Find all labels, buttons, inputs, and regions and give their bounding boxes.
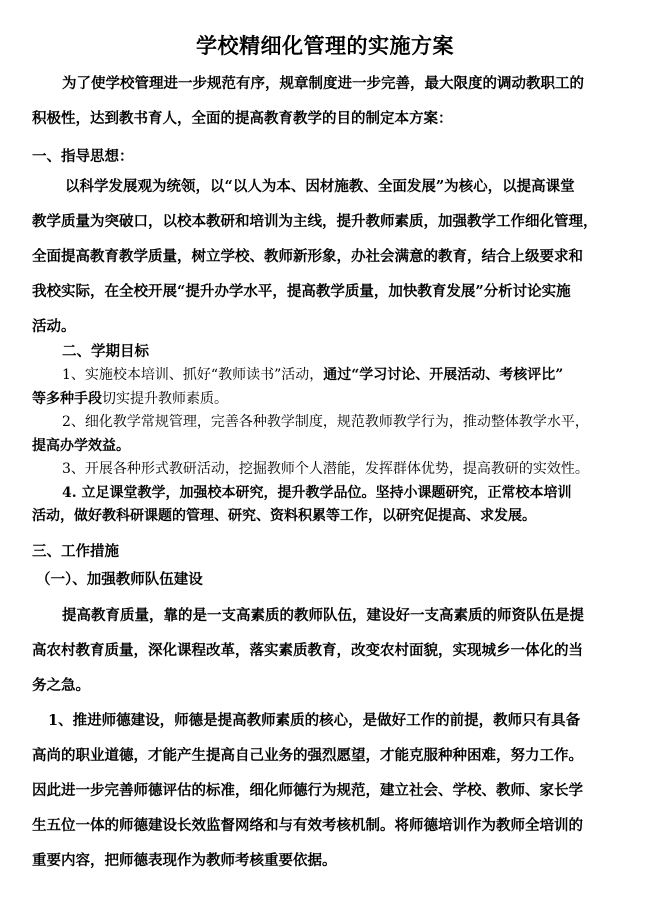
- goal-3-line-1: 3、开展各种形式教研活动，挖掘教师个人潜能，发挥群体优势，提高教研的实效性。: [62, 461, 589, 477]
- section-1-heading: 一、指导思想：: [32, 148, 134, 165]
- subsection-1-paragraph-2: [32, 703, 620, 878]
- section-1-line-4: 我校实际，在全校开展“提升办学水平，提高教学质量，加快教育发展”分析讨论实施: [32, 283, 571, 300]
- section-1-line-2: 教学质量为突破口，以校本教研和培训为主线，提升教师素质，加强教学工作细化管理，: [32, 213, 598, 230]
- goal-1-text-bold-2: 等多种手段: [32, 390, 102, 407]
- goal-1-line-2: [32, 388, 620, 412]
- section-1-line-1: 以科学发展观为统领，以“以人为本、因材施教、全面发展”为核心，以提高课堂: [65, 178, 575, 195]
- intro-paragraph: [32, 66, 620, 136]
- goal-1-text-bold: 通过“学习讨论、开展活动、考核评比”: [323, 367, 564, 383]
- goal-1-line-1: [32, 364, 620, 388]
- intro-line-2: 积极性，达到教书育人，全面的提高教育教学的目的制定本方案：: [32, 110, 453, 127]
- goal-2-line-2: 提高办学效益。: [32, 437, 130, 454]
- sub1-para2-line-4: 生五位一体的师德建设长效监督网络和与有效考核机制。将师德培训作为教师全培训的: [32, 817, 583, 834]
- section-2-goals: [32, 364, 620, 529]
- sub1-para2-line-5: 重要内容，把师德表现作为教师考核重要依据。: [32, 852, 337, 869]
- section-2-heading: 二、学期目标: [62, 343, 149, 360]
- sub1-para1-line-3: 务之急。: [32, 677, 90, 694]
- sub1-para2-line-2: 高尚的职业道德，才能产生提高自己业务的强烈愿望，才能克服种种困难，努力工作。: [32, 747, 583, 764]
- subsection-1-heading: （一）、加强教师队伍建设: [36, 571, 203, 588]
- sub1-para2-line-3: 因此进一步完善师德评估的标准，细化师德行为规范，建立社会、学校、教师、家长学: [32, 782, 583, 799]
- goal-1-text-normal: 1、实施校本培训、抓好“教师读书”活动，: [62, 367, 324, 383]
- subsection-1-paragraph-1: [32, 598, 620, 703]
- sub1-para1-line-2: 高农村教育质量，深化课程改革，落实素质教育，改变农村面貌，实现城乡一体化的当: [32, 642, 583, 659]
- goal-2-line-1: 2、细化教学常规管理，完善各种教学制度，规范教师教学行为，推动整体教学水平，: [62, 414, 589, 430]
- goal-4-line-2: 活动，做好教科研课题的管理、研究、资料积累等工作，以研究促提高、求发展。: [32, 508, 536, 524]
- sub1-para1-line-1: 提高教育质量，靠的是一支高素质的教师队伍，建设好一支高素质的师资队伍是提: [62, 607, 584, 624]
- goal-1-text-normal-2: 切实提升教师素质。: [102, 390, 228, 407]
- goal-4-line-1: 4. 立足课堂教学，加强校本研究，提升教学品位。坚持小课题研究，正常校本培训: [62, 484, 572, 501]
- section-1-paragraph: [32, 169, 620, 344]
- section-3-heading: 三、工作措施: [32, 543, 119, 560]
- section-1-line-3: 全面提高教育教学质量，树立学校、教师新形象，办社会满意的教育，结合上级要求和: [32, 248, 583, 265]
- document-title: 学校精细化管理的实施方案: [196, 33, 454, 58]
- sub1-para2-line-1: 1、推进师德建设，师德是提高教师素质的核心，是做好工作的前提，教师只有具备: [48, 712, 581, 729]
- intro-line-1: 为了使学校管理进一步规范有序，规章制度进一步完善，最大限度的调动教职工的: [62, 75, 584, 92]
- section-1-line-5: 活动。: [32, 318, 76, 335]
